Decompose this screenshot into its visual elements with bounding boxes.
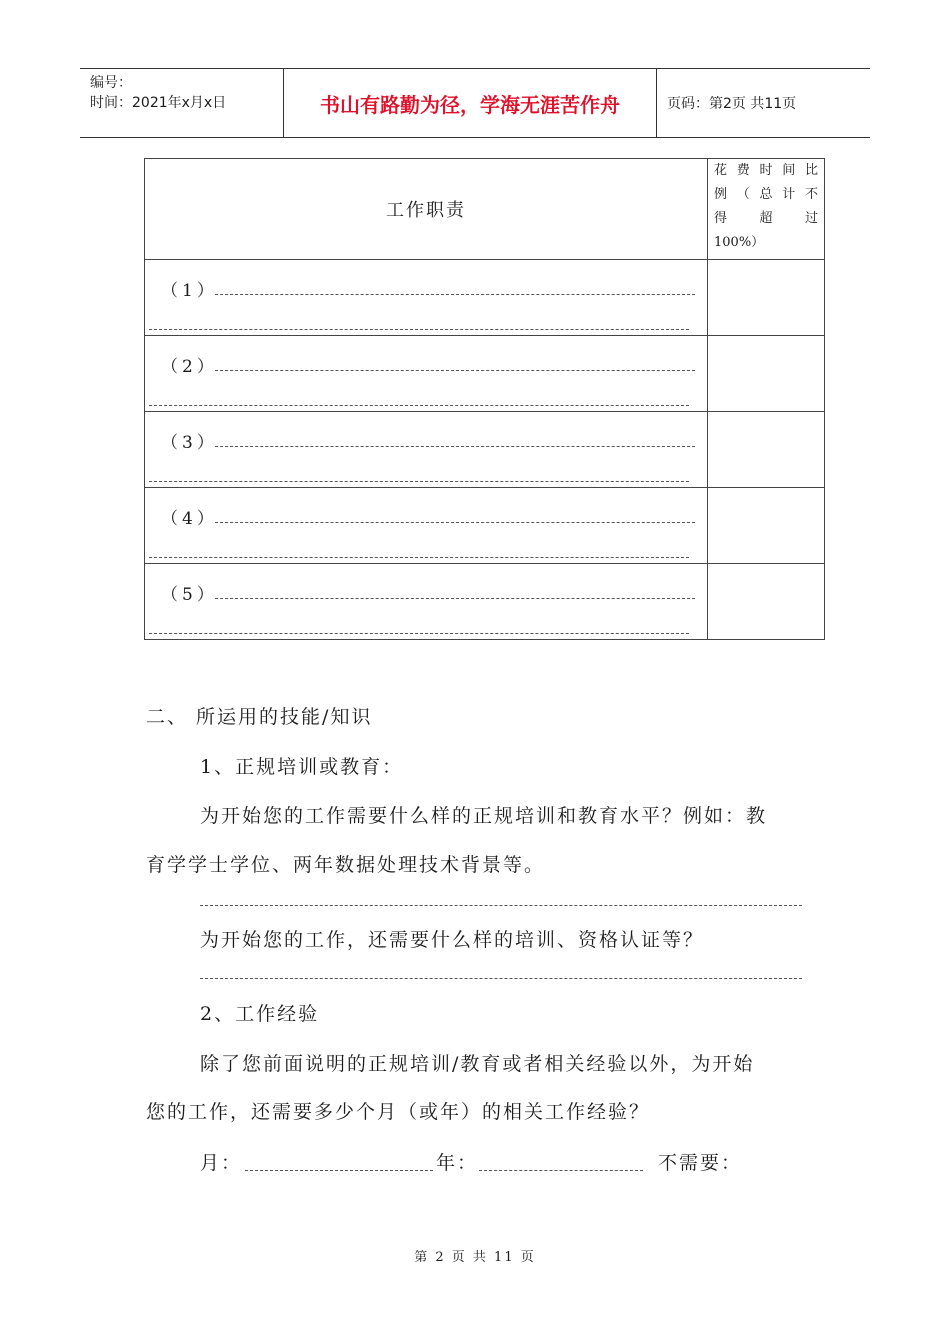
fill-line <box>215 446 695 447</box>
question-experience-line2: 您的工作，还需要多少个月（或年）的相关工作经验？ <box>146 1101 651 1123</box>
row-number: （5） <box>161 585 218 605</box>
fill-line <box>149 405 689 406</box>
fill-line <box>215 370 695 371</box>
ratio-column-header <box>708 159 825 260</box>
ratio-cell[interactable] <box>708 564 825 640</box>
answer-line[interactable] <box>200 978 802 979</box>
ratio-header-line: 例（总计不 <box>714 187 818 202</box>
year-label: 年： <box>436 1152 479 1174</box>
duty-table <box>144 158 825 640</box>
duty-cell[interactable] <box>145 488 708 564</box>
fill-line <box>215 598 695 599</box>
duty-cell[interactable] <box>145 564 708 640</box>
fill-line <box>215 294 695 295</box>
section-title: 二、 所运用的技能/知识 <box>146 706 373 728</box>
row-number: （4） <box>161 509 218 529</box>
code-label: 编号： <box>90 75 132 91</box>
none-needed-label: 不需要： <box>658 1152 743 1174</box>
fill-line <box>215 522 695 523</box>
table-row <box>145 564 825 640</box>
table-header-row <box>145 159 825 260</box>
header-page-info: 页码：第2页 共11页 <box>667 96 797 112</box>
ratio-header-line: 100%） <box>714 235 765 250</box>
row-number: （3） <box>161 433 218 453</box>
month-input-line[interactable] <box>245 1170 433 1171</box>
question-education-line1: 为开始您的工作需要什么样的正规培训和教育水平？例如：教 <box>200 805 768 827</box>
row-number: （2） <box>161 357 218 377</box>
year-input-line[interactable] <box>479 1170 643 1171</box>
ratio-cell[interactable] <box>708 488 825 564</box>
month-label: 月： <box>200 1152 243 1174</box>
table-row <box>145 336 825 412</box>
ratio-cell[interactable] <box>708 336 825 412</box>
table-row <box>145 260 825 336</box>
fill-line <box>149 557 689 558</box>
subsection-education: 1、正规培训或教育： <box>200 756 404 778</box>
fill-line <box>149 329 689 330</box>
table-row <box>145 412 825 488</box>
page-header <box>80 68 870 138</box>
table-row <box>145 488 825 564</box>
duty-cell[interactable] <box>145 260 708 336</box>
header-left <box>80 69 283 137</box>
ratio-cell[interactable] <box>708 412 825 488</box>
ratio-header-line: 花费时间比 <box>714 163 818 178</box>
date-label: 时间：2021年x月x日 <box>90 95 227 111</box>
duty-cell[interactable] <box>145 336 708 412</box>
question-education-line2: 育学学士学位、两年数据处理技术背景等。 <box>146 854 546 876</box>
duty-cell[interactable] <box>145 412 708 488</box>
page-footer: 第 2 页 共 11 页 <box>414 1250 536 1265</box>
ratio-cell[interactable] <box>708 260 825 336</box>
fill-line <box>149 633 689 634</box>
subsection-experience: 2、工作经验 <box>200 1003 320 1025</box>
question-experience-line1: 除了您前面说明的正规培训/教育或者相关经验以外，为开始 <box>200 1053 755 1075</box>
fill-line <box>149 481 689 482</box>
ratio-header-line: 得超过 <box>714 211 818 226</box>
row-number: （1） <box>161 281 218 301</box>
answer-line[interactable] <box>200 905 802 906</box>
question-certification: 为开始您的工作，还需要什么样的培训、资格认证等？ <box>200 929 705 951</box>
header-motto: 书山有路勤为径，学海无涯苦作舟 <box>283 69 657 137</box>
duty-column-header: 工作职责 <box>145 159 708 260</box>
